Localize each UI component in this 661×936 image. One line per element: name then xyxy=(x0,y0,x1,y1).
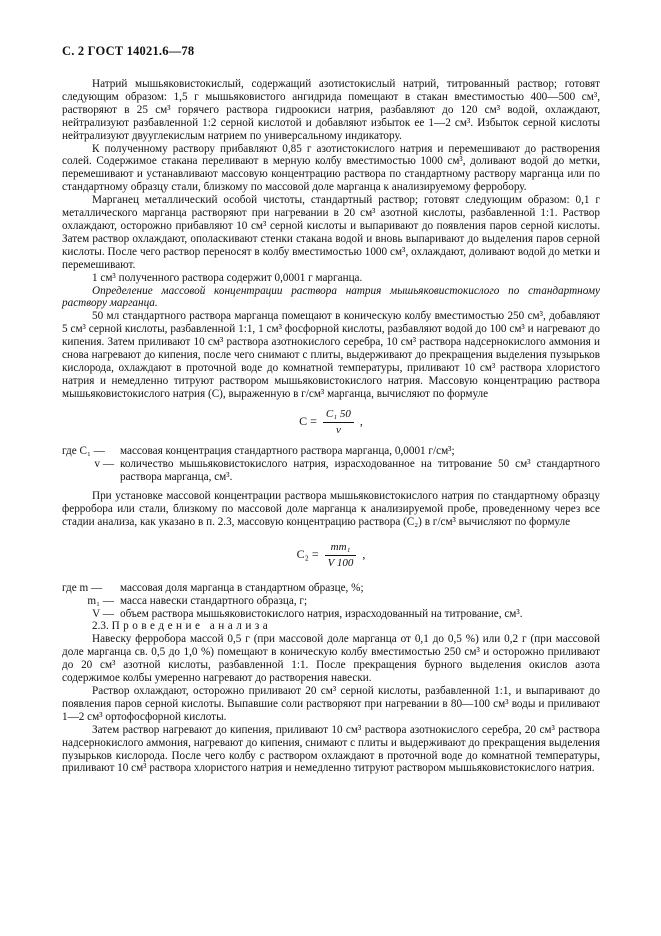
paragraph-final-titration: Затем раствор нагревают до кипения, приливают 10 см³ раствора азотнокислого серебра, 20 см³ раствора надсернокислого аммония, нагревают до кипения, снимают с плиты и выдерживают до прекращения выделения пузырьков кислорода. После чего колбу с раствором охлаждают в проточной воде до комнатной температуры, приливают 10 см³ раствора хлористого натрия и немедленно титруют раствором мышьяковистокислого натрия. xyxy=(62,723,600,775)
definition-row xyxy=(62,445,600,458)
page-header: С. 2 ГОСТ 14021.6—78 xyxy=(62,44,195,58)
paragraph-manganese-standard: Марганец металлический особой чистоты, стандартный раствор; готовят следующим образом: 0,1 г металлического марганца растворяют при нагревании в 20 см³ азотной кислоты, разбавленной 1:1. Раствор охлаждают, осторожно прибавляют 10 см³ серной кислоты и выпаривают до появления паров серной кислоты. Затем раствор охлаждают, ополаскивают стенки стакана водой и вновь выпаривают до выделения паров серной кислоты. После чего раствор переносят в колбу вместимостью 1000 см³, охлаждают, доливают водой до метки и перемешивают. xyxy=(62,194,600,271)
formula-c-lhs: C = xyxy=(299,413,317,428)
section-title: Проведение анализа xyxy=(111,620,272,633)
formula-c xyxy=(62,408,600,437)
formula-c2-fraction xyxy=(325,541,357,570)
paragraph-standard-sample: При установке массовой концентрации раствора мышьяковистокислого натрия по стандартному образцу ферробора или стали, близкому по массовой доле марганца к анализируемой пробе, проведенному через все стадии анализа, как указано в п. 2.3, массовую концентрацию раствора (C₂) в г/см³ вычисляют по формуле xyxy=(62,490,600,528)
definition-row xyxy=(62,595,600,608)
formula-c-fraction xyxy=(323,408,354,437)
definition-text: массовая концентрация стандартного раствора марганца, 0,0001 г/см³; xyxy=(120,445,455,458)
definition-text: массовая доля марганца в стандартном образце, %; xyxy=(120,581,364,594)
formula-c-denominator: v xyxy=(335,423,341,436)
paragraph-manganese-content: 1 см³ полученного раствора содержит 0,0001 г марганца. xyxy=(92,271,363,284)
definition-row xyxy=(62,608,600,621)
formula-c2-definitions xyxy=(62,582,600,621)
section-heading xyxy=(62,620,600,633)
definition-symbol: где C₁ — xyxy=(62,445,105,458)
formula-c-numerator: C₁ 50 xyxy=(323,408,354,423)
paragraph-nitrite-addition: К полученному раствору прибавляют 0,85 г азотистокислого натрия и перемешивают до растворения солей. Содержимое стакана переливают в мерную колбу вместимостью 1000 см³, доливают водой до метки, перемешивают и устанавливают массовую концентрацию раствора по стандартному раствору марганца или по стандартному образцу стали, близкому по массовой доле марганца к анализируемому ферробору. xyxy=(62,142,600,194)
definition-text: масса навески стандартного образца, г; xyxy=(120,594,308,607)
definition-row xyxy=(62,458,600,484)
formula-c-tail: , xyxy=(359,413,363,428)
definition-symbol: где m — xyxy=(62,581,103,594)
definition-symbol: v — xyxy=(94,458,114,471)
formula-c2 xyxy=(62,541,600,570)
definition-text: объем раствора мышьяковистокислого натрия, израсходованный на титрование, см³. xyxy=(120,607,523,620)
formula-c2-lhs: C₂ = xyxy=(296,547,319,562)
paragraph-reagent-arsenite: Натрий мышьяковистокислый, содержащий азотистокислый натрий, титрованный раствор; готовят следующим образом: 1,5 г мышьяковистого ангидрида помещают в стакан вместимостью 400—500 см³, растворяют в 25 см³ горячего раствора гидроокиси натрия, разбавляют до 120 см³ водой, охлаждают, нейтрализуют разбавленной 1:2 серной кислотой и добавляют избыток ее 1—2 см³. Избыток серной кислоты нейтрализуют двууглекислым натрием по универсальному индикатору. xyxy=(62,78,600,142)
paragraph-sample-dissolution: Навеску ферробора массой 0,5 г (при массовой доле марганца от 0,1 до 0,5 %) или 0,2 г (при массовой доле марганца св. 0,5 до 1,0 %) помещают в коническую колбу вместимостью 250 см³ и осторожно приливают до 20 см³ азотной кислоты, разбавленной 1:1. После прекращения бурного выделения окислов азота содержимое колбы умеренно нагревают до растворения навески. xyxy=(62,633,600,685)
definition-text: количество мышьяковистокислого натрия, израсходованное на титрование 50 см³ стандартного раствора марганца, см³. xyxy=(120,458,600,484)
formula-c-definitions xyxy=(62,445,600,484)
paragraph-titration-procedure: 50 мл стандартного раствора марганца помещают в коническую колбу вместимостью 250 см³, добавляют 5 см³ серной кислоты, разбавленной 1:1, 1 см³ фосфорной кислоты, разбавляют водой до 100 см³ и нагревают до кипения. Затем приливают 10 см³ раствора азотнокислого серебра, 10 см³ раствора надсернокислого аммония и снова нагревают до кипения, после чего снимают с плиты, выдерживают до прекращения выделения пузырьков кислорода, охлаждают в проточной воде до комнатной температуры, приливают 10 см³ раствора хлористого натрия и немедленно титруют раствором мышьяковистокислого натрия. Массовую концентрацию раствора мышьяковистокислого натрия (C), выраженную в г/см³ марганца, вычисляют по формуле xyxy=(62,310,600,400)
section-number: 2.3. xyxy=(92,620,109,633)
definition-row xyxy=(62,582,600,595)
definition-symbol: m₁ — xyxy=(87,594,114,607)
formula-c2-denominator: V 100 xyxy=(327,556,354,569)
paragraph-evaporation: Раствор охлаждают, осторожно приливают 20 см³ серной кислоты, разбавленной 1:1, и выпаривают до появления паров серной кислоты. Выпавшие соли растворяют при нагревании в 80—100 см³ воды и приливают 1—2 см³ ортофосфорной кислоты. xyxy=(62,684,600,723)
formula-c2-numerator: mm₁ xyxy=(325,541,357,556)
definition-symbol: V — xyxy=(92,607,114,620)
formula-c2-tail: , xyxy=(362,547,366,562)
paragraph-subheading: Определение массовой концентрации раствора натрия мышьяковистокислого по стандартному раствору марганца. xyxy=(62,284,600,310)
document-body xyxy=(62,78,600,775)
